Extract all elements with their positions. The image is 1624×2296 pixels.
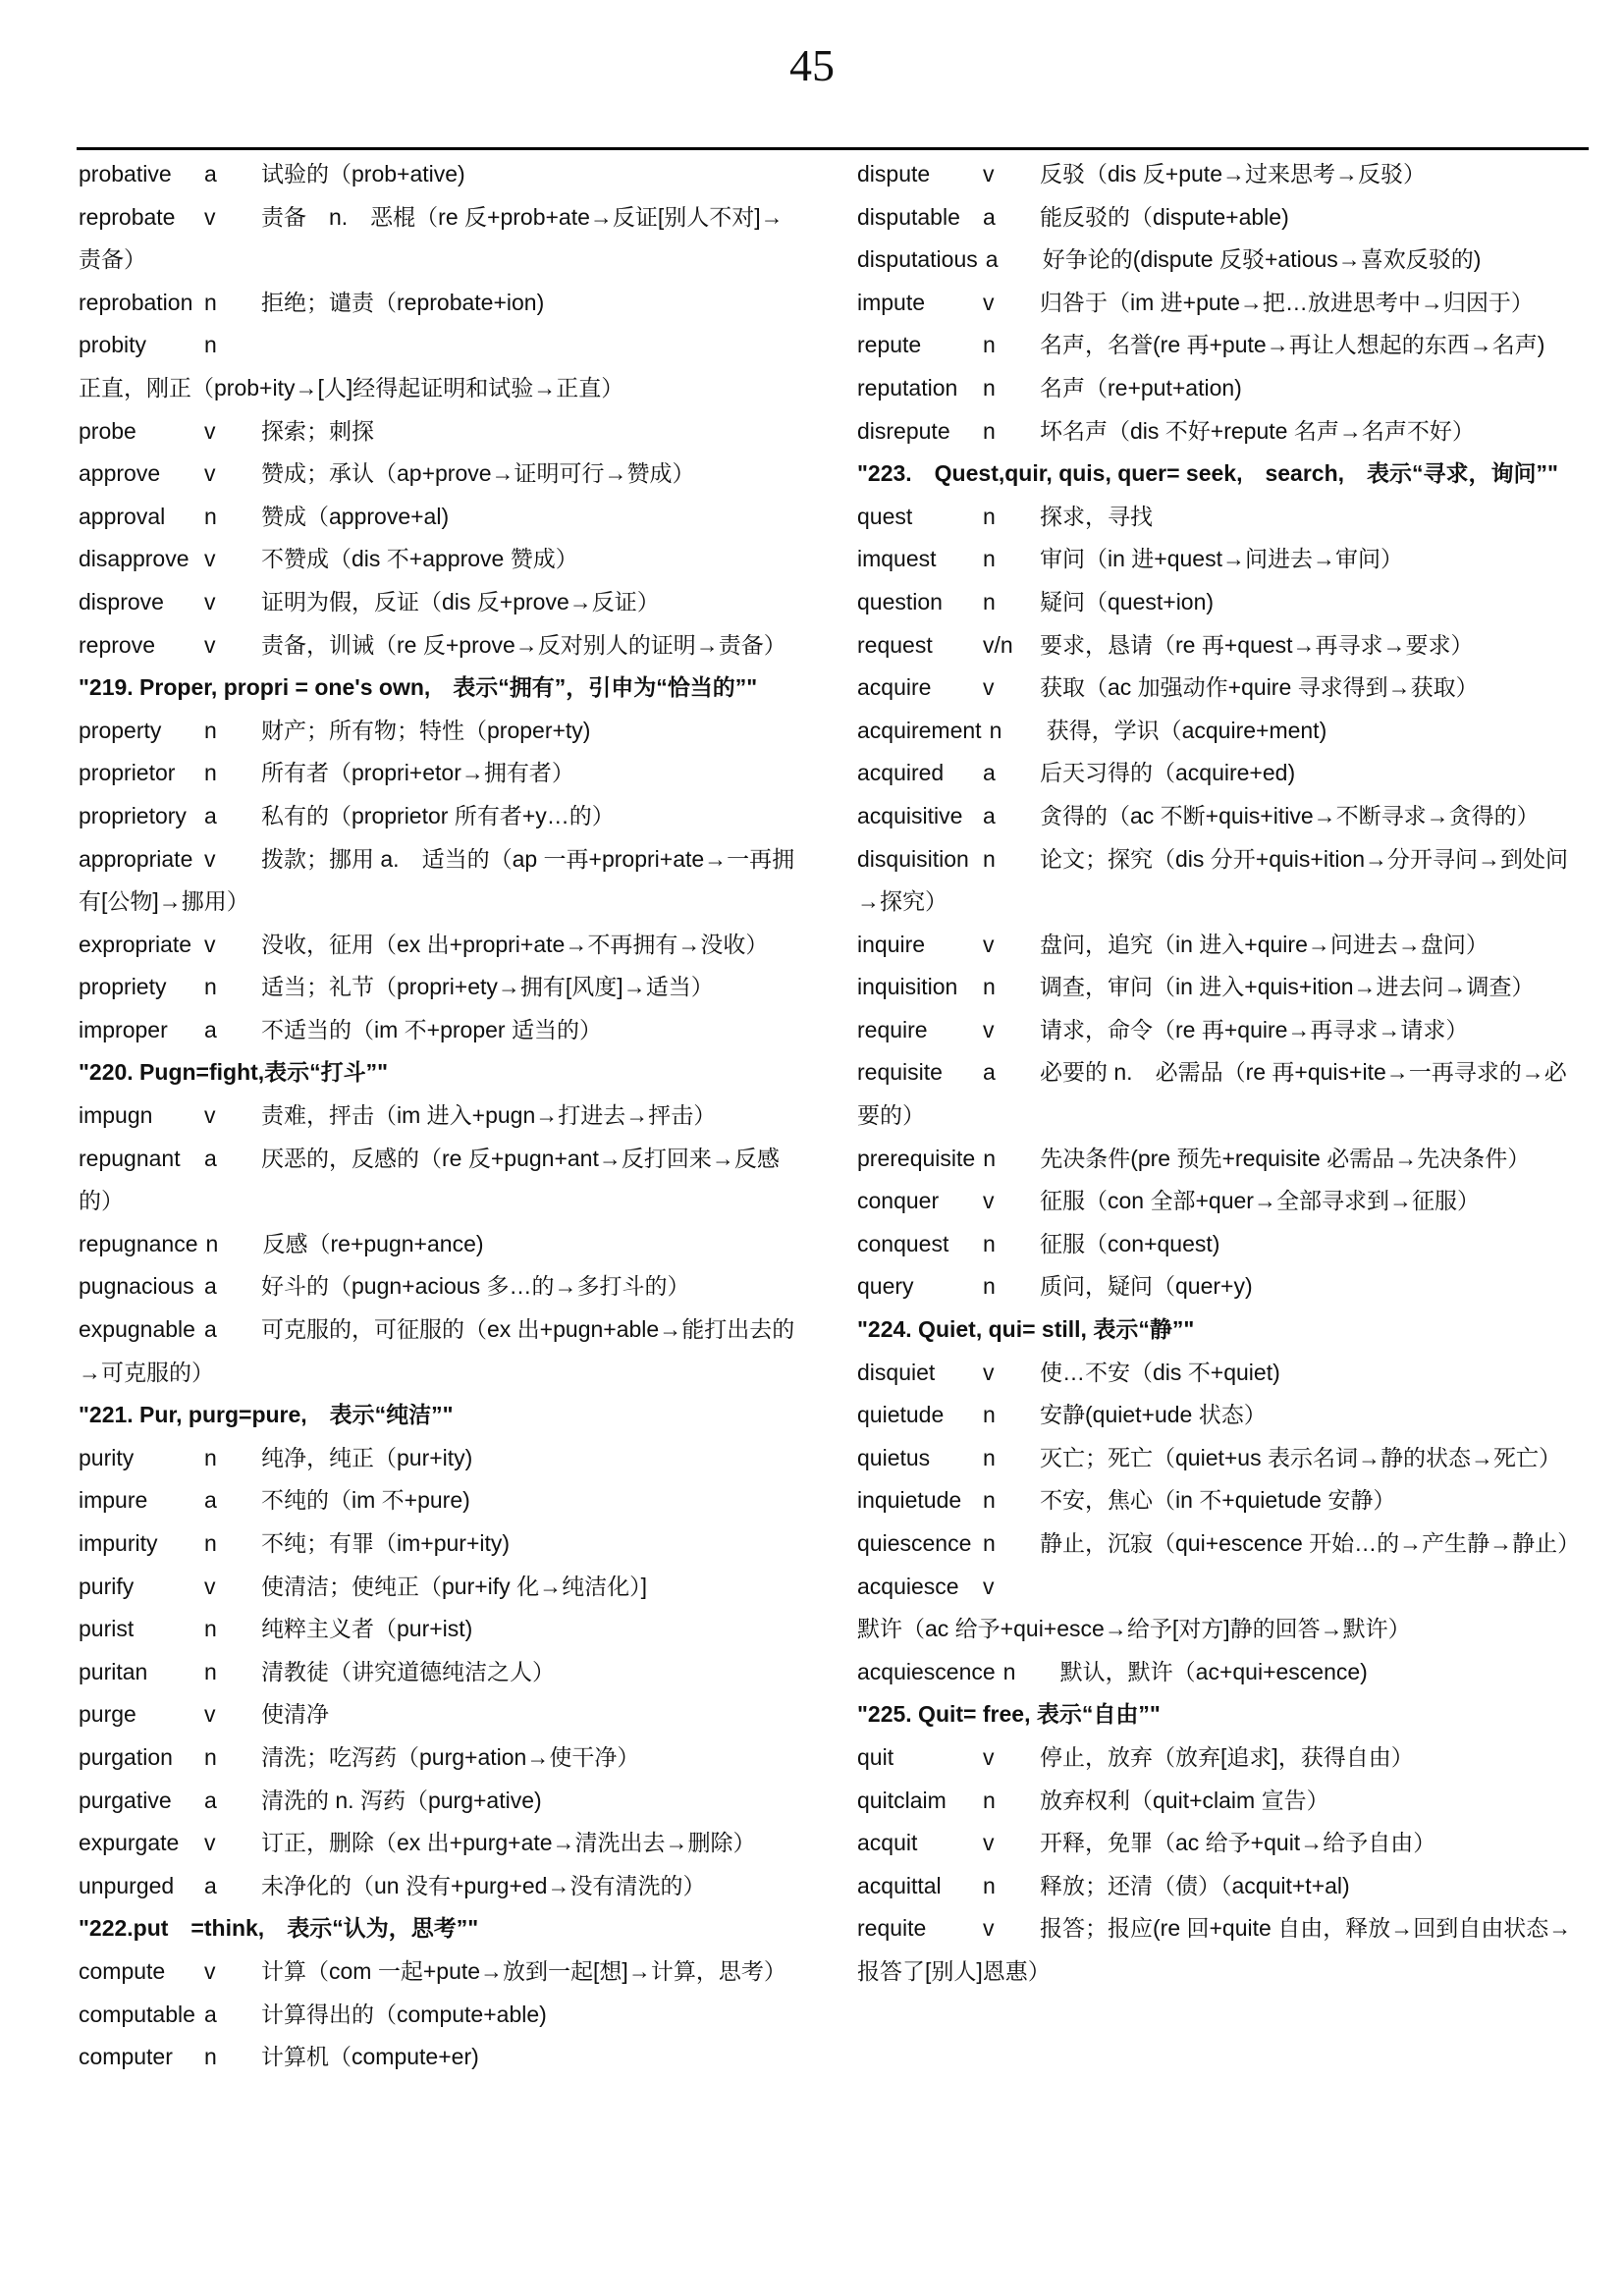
entry-word: reprove: [79, 631, 155, 658]
entry-definition: 疑问（quest+ion): [1040, 588, 1215, 614]
entry-word: prerequisite: [857, 1145, 976, 1171]
entry-word: require: [857, 1016, 928, 1042]
entry-definition: 后天习得的（acquire+ed): [1040, 760, 1296, 786]
entry-definition: 责难，抨击（im 进入+pugn→打进去→抨击）: [261, 1102, 717, 1129]
vocab-entry: [857, 1907, 1589, 1993]
entry-pos: a: [204, 1316, 217, 1343]
entry-pos: v/n: [983, 631, 1013, 658]
entry-word: acquit: [857, 1830, 918, 1856]
vocab-entry: [79, 410, 805, 454]
entry-definition: 静止，沉寂（qui+escence 开始…的→产生静→静止）: [1040, 1530, 1581, 1556]
entry-word: improper: [79, 1016, 168, 1042]
entry-definition: 纯净，纯正（pur+ity): [261, 1444, 473, 1470]
entry-word: probative: [79, 161, 172, 187]
entry-pos: n: [983, 332, 996, 358]
entry-definition: 请求，命令（re 再+quire→再寻求→请求）: [1040, 1016, 1469, 1042]
entry-word: appropriate: [79, 845, 193, 872]
vocab-entry: [79, 1138, 805, 1223]
entry-pos: n: [1002, 1658, 1016, 1684]
entry-word: expurgate: [79, 1830, 180, 1856]
vocab-entry: [79, 496, 805, 539]
entry-definition: 试验的（prob+ative): [261, 161, 465, 187]
entry-pos: n: [983, 417, 996, 444]
vocab-entry: [857, 1223, 1589, 1266]
section-heading: "225. Quit= free, 表示“自由”": [857, 1701, 1161, 1728]
entry-word: repugnance: [79, 1230, 198, 1256]
vocab-entry: [79, 324, 805, 409]
section-heading: "224. Quiet, qui= still, 表示“静”": [857, 1316, 1195, 1343]
entry-word: expugnable: [79, 1316, 195, 1343]
vocab-entry: [857, 410, 1589, 454]
entry-word: pugnacious: [79, 1273, 194, 1300]
entry-word: acquittal: [857, 1872, 942, 1898]
vocab-entry: [857, 581, 1589, 624]
entry-pos: a: [204, 1273, 217, 1300]
entry-definition: 清洗的 n. 泻药（purg+ative): [261, 1787, 542, 1813]
entry-pos: v: [983, 931, 995, 957]
vocab-entry: [857, 367, 1589, 410]
entry-word: computable: [79, 2001, 195, 2027]
entry-word: question: [857, 588, 943, 614]
entry-pos: n: [983, 1145, 996, 1171]
vocab-entry: [857, 1736, 1589, 1780]
vocab-entry: [857, 1479, 1589, 1522]
entry-word: propriety: [79, 974, 167, 1000]
section-heading: "222.put =think, 表示“认为，思考”": [79, 1915, 479, 1942]
entry-word: dispute: [857, 161, 931, 187]
entry-definition: 安静(quiet+ude 状态）: [1040, 1402, 1267, 1428]
entry-word: quiescence: [857, 1530, 972, 1556]
entry-pos: v: [204, 931, 216, 957]
entry-definition: 计算（com 一起+pute→放到一起[想]→计算，思考）: [261, 1957, 786, 1984]
entry-word: purge: [79, 1701, 136, 1728]
vocab-entry: [79, 196, 805, 282]
entry-pos: v: [983, 289, 995, 315]
vocab-entry: [79, 795, 805, 838]
entry-pos: v: [983, 1830, 995, 1856]
vocab-entry: [857, 1522, 1589, 1566]
entry-pos: n: [983, 1402, 996, 1428]
entry-definition: 获取（ac 加强动作+quire 寻求得到→获取）: [1040, 674, 1479, 701]
left-column: [79, 153, 805, 2079]
entry-word: probity: [79, 332, 147, 358]
entry-pos: n: [983, 845, 996, 872]
entry-pos: n: [204, 974, 217, 1000]
entry-word: acquired: [857, 760, 945, 786]
entry-pos: v: [983, 1573, 995, 1599]
entry-definition: 质问，疑问（quer+y): [1040, 1273, 1253, 1300]
entry-pos: n: [204, 503, 217, 529]
vocab-entry: [857, 1180, 1589, 1223]
entry-definition: 拒绝；谴责（reprobate+ion): [261, 289, 545, 315]
entry-definition: 归咎于（im 进+pute→把…放进思考中→归因于）: [1040, 289, 1534, 315]
entry-definition: 未净化的（un 没有+purg+ed→没有清洗的）: [261, 1872, 706, 1898]
vocab-entry: [857, 1352, 1589, 1395]
entry-word: conquer: [857, 1188, 940, 1214]
vocab-entry: [79, 1780, 805, 1823]
entry-pos: n: [204, 1616, 217, 1642]
entry-pos: a: [204, 1872, 217, 1898]
vocab-entry: [79, 1865, 805, 1908]
entry-definition: 使…不安（dis 不+quiet): [1040, 1359, 1280, 1385]
entry-definition: 调查，审问（in 进入+quis+ition→进去问→调查）: [1040, 974, 1535, 1000]
entry-pos: n: [983, 1787, 996, 1813]
entry-definition: 探求，寻找: [1040, 503, 1153, 529]
entry-definition: 盘问，追究（in 进入+quire→问进去→盘问）: [1040, 931, 1489, 957]
vocab-entry: [857, 1651, 1589, 1694]
right-column: [857, 153, 1589, 1994]
vocab-entry: [857, 1822, 1589, 1865]
entry-word: quietude: [857, 1402, 945, 1428]
entry-definition: 计算机（compute+er): [261, 2044, 479, 2070]
vocab-entry: [79, 838, 805, 924]
entry-definition: 审问（in 进+quest→问进去→审问）: [1040, 546, 1403, 572]
vocab-entry: [79, 1308, 805, 1394]
entry-definition: 纯粹主义者（pur+ist): [261, 1616, 473, 1642]
entry-word: disapprove: [79, 546, 189, 572]
vocab-entry: [857, 239, 1589, 282]
entry-definition: 先决条件(pre 预先+requisite 必需品→先决条件）: [1040, 1145, 1531, 1171]
vocab-entry: [79, 1736, 805, 1780]
entry-word: quit: [857, 1743, 894, 1770]
entry-definition: 私有的（proprietor 所有者+y…的）: [261, 802, 615, 828]
entry-definition: 放弃权利（quit+claim 宣告）: [1040, 1787, 1329, 1813]
entry-definition: 所有者（propri+etor→拥有者）: [261, 760, 574, 786]
entry-pos: n: [204, 760, 217, 786]
entry-definition: 默认，默许（ac+qui+escence): [1059, 1658, 1368, 1684]
vocab-entry: [79, 1479, 805, 1522]
entry-word: inquietude: [857, 1487, 962, 1514]
vocab-entry: [79, 710, 805, 753]
entry-pos: v: [983, 674, 995, 701]
vocab-entry: [857, 324, 1589, 367]
vocab-entry: [857, 1394, 1589, 1437]
entry-definition: 要求，恳请（re 再+quest→再寻求→要求）: [1040, 631, 1474, 658]
entry-definition: 责备，训诫（re 反+prove→反对别人的证明→责备）: [261, 631, 786, 658]
entry-definition: 好争论的(dispute 反驳+atious→喜欢反驳的): [1042, 246, 1482, 273]
entry-pos: n: [204, 717, 217, 743]
entry-pos: v: [204, 1701, 216, 1728]
entry-definition: 名声（re+put+ation): [1040, 374, 1242, 400]
entry-pos: n: [983, 374, 996, 400]
entry-word: acquisitive: [857, 802, 963, 828]
entry-definition: 默许（ac 给予+qui+esce→给予[对方]静的回答→默许）: [857, 1616, 1411, 1642]
vocab-entry: [79, 752, 805, 795]
entry-pos: n: [204, 1444, 217, 1470]
vocab-entry: [79, 1095, 805, 1138]
vocab-entry: [79, 1009, 805, 1052]
vocab-entry: [857, 752, 1589, 795]
section-heading: "221. Pur, purg=pure, 表示“纯洁”": [79, 1402, 454, 1428]
entry-definition: 停止，放弃（放弃[追求]，获得自由）: [1040, 1743, 1414, 1770]
page-number: 45: [789, 40, 835, 90]
entry-definition: 不赞成（dis 不+approve 赞成）: [261, 546, 578, 572]
entry-definition: 使清洁；使纯正（pur+ify 化→纯洁化）]: [261, 1573, 647, 1599]
entry-pos: a: [204, 1787, 217, 1813]
entry-word: impure: [79, 1487, 148, 1514]
entry-word: proprietor: [79, 760, 176, 786]
entry-word: inquire: [857, 931, 926, 957]
entry-definition: 论文；探究（dis 分开+quis+ition→分开寻问→到处问→探究）: [857, 845, 1569, 915]
vocab-entry: [79, 153, 805, 196]
entry-pos: a: [983, 802, 996, 828]
entry-word: requisite: [857, 1059, 943, 1086]
entry-word: acquirement: [857, 717, 982, 743]
entry-pos: n: [205, 1230, 219, 1256]
entry-definition: 获得，学识（acquire+ment): [1046, 717, 1327, 743]
entry-pos: n: [983, 1872, 996, 1898]
section-heading: "219. Proper, propri = one's own, 表示“拥有”，引申为“恰当的”": [79, 674, 758, 701]
entry-pos: v: [204, 1957, 216, 1984]
vocab-entry: [857, 1009, 1589, 1052]
entry-pos: v: [204, 1102, 216, 1129]
entry-definition: 贪得的（ac 不断+quis+itive→不断寻求→贪得的）: [1040, 802, 1540, 828]
entry-pos: a: [983, 203, 996, 230]
entry-word: reprobate: [79, 203, 176, 230]
vocab-entry: [857, 924, 1589, 967]
entry-definition: 赞成；承认（ap+prove→证明可行→赞成）: [261, 460, 695, 487]
entry-word: purist: [79, 1616, 135, 1642]
vocab-entry: [79, 1522, 805, 1566]
header-rule: [77, 147, 1589, 150]
entry-definition: 名声，名誉(re 再+pute→再让人想起的东西→名声): [1040, 332, 1545, 358]
vocab-entry: [79, 1265, 805, 1308]
entry-word: disrepute: [857, 417, 950, 444]
vocab-entry: [79, 1437, 805, 1480]
entry-definition: 报答；报应(re 回+quite 自由，释放→回到自由状态→报答了[别人]恩惠）: [857, 1915, 1572, 1984]
vocab-entry: [857, 153, 1589, 196]
entry-definition: 开释，免罪（ac 给予+quit→给予自由）: [1040, 1830, 1436, 1856]
section-heading: "220. Pugn=fight,表示“打斗”": [79, 1059, 389, 1086]
entry-pos: n: [983, 1444, 996, 1470]
vocab-entry: [857, 496, 1589, 539]
entry-word: quest: [857, 503, 913, 529]
entry-word: disquiet: [857, 1359, 936, 1385]
entry-pos: n: [983, 1230, 996, 1256]
vocab-entry: [857, 282, 1589, 325]
entry-word: acquiescence: [857, 1658, 996, 1684]
entry-definition: 必要的 n. 必需品（re 再+quis+ite→一再寻求的→必要的）: [857, 1059, 1567, 1129]
entry-definition: 财产；所有物；特性（proper+ty): [261, 717, 591, 743]
entry-word: purify: [79, 1573, 135, 1599]
vocab-entry: [857, 624, 1589, 667]
entry-pos: n: [204, 289, 217, 315]
entry-pos: n: [204, 1530, 217, 1556]
vocab-entry: [79, 1994, 805, 2037]
entry-definition: 订正，删除（ex 出+purg+ate→清洗出去→删除）: [261, 1830, 756, 1856]
entry-word: purgative: [79, 1787, 172, 1813]
entry-pos: a: [204, 802, 217, 828]
entry-word: approval: [79, 503, 166, 529]
entry-pos: n: [983, 974, 996, 1000]
vocab-entry: [857, 538, 1589, 581]
vocab-entry: [857, 1138, 1589, 1181]
entry-word: puritan: [79, 1658, 148, 1684]
entry-definition: 清洗；吃泻药（purg+ation→使干净）: [261, 1743, 640, 1770]
entry-word: impute: [857, 289, 926, 315]
vocab-entry: [857, 838, 1589, 924]
entry-pos: n: [989, 717, 1002, 743]
entry-pos: a: [204, 1145, 217, 1171]
entry-definition: 拨款；挪用 a. 适当的（ap 一再+propri+ate→一再拥有[公物]→挪用）: [79, 845, 795, 915]
entry-word: reputation: [857, 374, 958, 400]
entry-pos: v: [983, 1016, 995, 1042]
entry-pos: v: [983, 1188, 995, 1214]
entry-pos: v: [983, 1359, 995, 1385]
vocab-entry: [79, 1608, 805, 1651]
vocab-entry: [79, 2036, 805, 2079]
entry-word: approve: [79, 460, 161, 487]
entry-word: request: [857, 631, 933, 658]
entry-word: impurity: [79, 1530, 158, 1556]
entry-definition: 计算得出的（compute+able): [261, 2001, 547, 2027]
vocab-entry: [857, 667, 1589, 710]
entry-definition: 征服（con+quest): [1040, 1230, 1220, 1256]
entry-pos: n: [983, 1487, 996, 1514]
entry-pos: n: [983, 588, 996, 614]
entry-definition: 证明为假，反证（dis 反+prove→反证）: [261, 588, 660, 614]
entry-definition: 探索；刺探: [261, 417, 374, 444]
entry-word: probe: [79, 417, 136, 444]
entry-definition: 灭亡；死亡（quiet+us 表示名词→静的状态→死亡）: [1040, 1444, 1561, 1470]
entry-word: compute: [79, 1957, 166, 1984]
entry-word: repute: [857, 332, 922, 358]
entry-word: disquisition: [857, 845, 969, 872]
entry-word: disputatious: [857, 246, 978, 273]
entry-pos: v: [204, 546, 216, 572]
vocab-entry: [857, 966, 1589, 1009]
entry-definition: 清教徒（讲究道德纯洁之人）: [261, 1658, 555, 1684]
entry-pos: v: [983, 161, 995, 187]
entry-pos: a: [204, 1487, 217, 1514]
entry-pos: v: [204, 203, 216, 230]
entry-definition: 正直，刚正（prob+ity→[人]经得起证明和试验→正直）: [79, 374, 624, 400]
entry-pos: a: [204, 2001, 217, 2027]
entry-definition: 释放；还清（债）（acquit+t+al): [1040, 1872, 1350, 1898]
entry-word: conquest: [857, 1230, 949, 1256]
entry-word: reprobation: [79, 289, 193, 315]
entry-word: purgation: [79, 1743, 173, 1770]
entry-definition: 使清净: [261, 1701, 329, 1728]
entry-pos: a: [204, 1016, 217, 1042]
entry-word: requite: [857, 1915, 927, 1942]
vocab-entry: [79, 1822, 805, 1865]
entry-pos: a: [983, 1059, 996, 1086]
entry-pos: v: [204, 588, 216, 614]
entry-definition: 不纯的（im 不+pure): [261, 1487, 470, 1514]
entry-pos: n: [983, 546, 996, 572]
entry-pos: v: [204, 631, 216, 658]
entry-definition: 反感（re+pugn+ance): [262, 1230, 484, 1256]
entry-definition: 反驳（dis 反+pute→过来思考→反驳）: [1040, 161, 1426, 187]
entry-word: acquiesce: [857, 1573, 959, 1599]
entry-definition: 能反驳的（dispute+able): [1040, 203, 1289, 230]
entry-word: repugnant: [79, 1145, 181, 1171]
entry-pos: v: [983, 1915, 995, 1942]
vocab-entry: [857, 1265, 1589, 1308]
entry-definition: 好斗的（pugn+acious 多…的→多打斗的）: [261, 1273, 690, 1300]
entry-word: quitclaim: [857, 1787, 947, 1813]
entry-word: impugn: [79, 1102, 153, 1129]
vocab-entry: [79, 581, 805, 624]
entry-definition: 没收，征用（ex 出+propri+ate→不再拥有→没收）: [261, 931, 769, 957]
entry-definition: 厌恶的，反感的（re 反+pugn+ant→反打回来→反感的）: [79, 1145, 780, 1214]
vocab-entry: [79, 924, 805, 967]
entry-definition: 适当；礼节（propri+ety→拥有[风度]→适当）: [261, 974, 714, 1000]
section-heading: "223. Quest,quir, quis, quer= seek, search, 表示“寻求，询问”": [857, 460, 1558, 487]
entry-pos: n: [204, 332, 217, 358]
vocab-entry: [79, 1950, 805, 1994]
entry-definition: 可克服的，可征服的（ex 出+pugn+able→能打出去的→可克服的）: [79, 1316, 795, 1385]
entry-pos: a: [983, 760, 996, 786]
entry-word: computer: [79, 2044, 173, 2070]
entry-word: inquisition: [857, 974, 958, 1000]
entry-definition: 责备 n. 恶棍（re 反+prob+ate→反证[别人不对]→责备）: [79, 203, 784, 273]
vocab-entry: [857, 1437, 1589, 1480]
entry-pos: n: [983, 503, 996, 529]
entry-definition: 征服（con 全部+quer→全部寻求到→征服）: [1040, 1188, 1480, 1214]
entry-word: imquest: [857, 546, 937, 572]
entry-pos: v: [204, 1573, 216, 1599]
vocab-entry: [79, 538, 805, 581]
entry-word: disputable: [857, 203, 960, 230]
vocab-entry: [79, 282, 805, 325]
entry-pos: v: [204, 1830, 216, 1856]
vocab-entry: [857, 1566, 1589, 1651]
vocab-entry: [79, 1223, 805, 1266]
entry-pos: a: [204, 161, 217, 187]
vocab-entry: [79, 966, 805, 1009]
vocab-entry: [857, 1780, 1589, 1823]
vocab-entry: [857, 1865, 1589, 1908]
vocab-entry: [857, 795, 1589, 838]
entry-definition: 不安，焦心（in 不+quietude 安静）: [1040, 1487, 1396, 1514]
vocab-entry: [857, 196, 1589, 240]
vocab-entry: [857, 710, 1589, 753]
vocab-entry: [79, 1693, 805, 1736]
entry-word: query: [857, 1273, 914, 1300]
vocab-entry: [79, 1651, 805, 1694]
entry-word: proprietory: [79, 802, 187, 828]
entry-pos: v: [204, 845, 216, 872]
entry-word: property: [79, 717, 162, 743]
entry-pos: a: [985, 246, 999, 273]
entry-pos: n: [983, 1273, 996, 1300]
entry-pos: v: [204, 417, 216, 444]
entry-word: unpurged: [79, 1872, 175, 1898]
vocab-entry: [79, 453, 805, 496]
entry-word: acquire: [857, 674, 932, 701]
entry-pos: n: [204, 1743, 217, 1770]
entry-pos: v: [204, 460, 216, 487]
vocab-entry: [79, 624, 805, 667]
entry-word: purity: [79, 1444, 135, 1470]
entry-word: disprove: [79, 588, 164, 614]
entry-definition: 赞成（approve+al): [261, 503, 450, 529]
vocab-entry: [857, 1051, 1589, 1137]
entry-pos: n: [204, 2044, 217, 2070]
entry-pos: n: [204, 1658, 217, 1684]
entry-definition: 不适当的（im 不+proper 适当的）: [261, 1016, 602, 1042]
entry-definition: 不纯；有罪（im+pur+ity): [261, 1530, 511, 1556]
entry-word: expropriate: [79, 931, 192, 957]
vocab-entry: [79, 1566, 805, 1609]
entry-pos: n: [983, 1530, 996, 1556]
entry-pos: v: [983, 1743, 995, 1770]
entry-definition: 坏名声（dis 不好+repute 名声→名声不好）: [1040, 417, 1475, 444]
entry-word: quietus: [857, 1444, 931, 1470]
